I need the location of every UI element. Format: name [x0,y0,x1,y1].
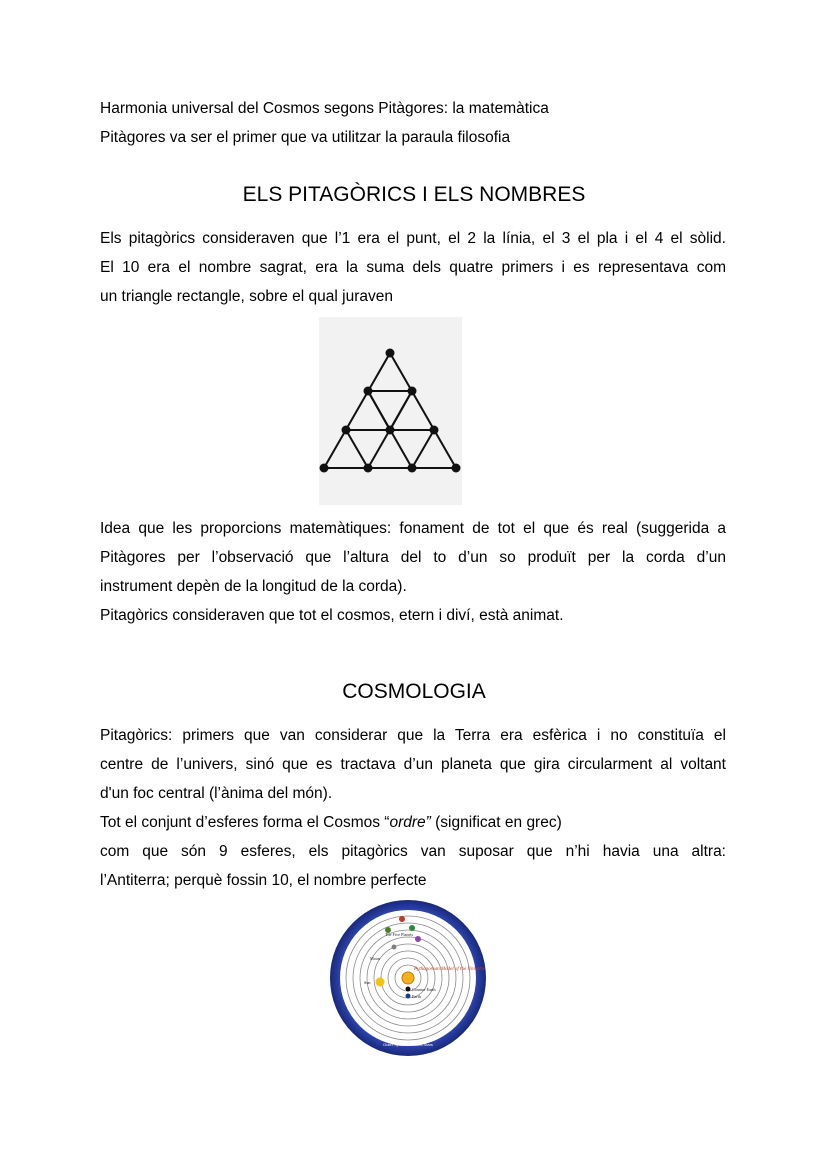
label-model-title: Pythagorean Model of the Universe [414,967,486,972]
s1-p2-line-3: instrument depèn de la longitud de la corda). [100,578,407,595]
label-earth: Earth [412,994,422,999]
s2-p2-line [100,814,726,832]
heading-pitagorics: ELS PITAGÒRICS I ELS NOMBRES [242,183,586,206]
cosmos-diagram [328,900,488,1060]
label-five-planets: The Five Planets [385,932,414,937]
s2-p2-text-after: (significat en grec) [430,814,562,831]
tetractys-figure [319,317,462,505]
s2-p3-line-2: l’Antiterra; perquè fossin 10, el nombre perfecte [100,872,427,889]
s2-p3-line-1: com que són 9 esferes, els pitagòrics van suposar que n’hi havia una altra: [100,843,726,860]
s2-p1-line-1: Pitagòrics: primers que van considerar que la Terra era esfèrica i no constituïa el [100,727,726,744]
s2-p2-italic: ordre” [389,814,431,831]
s2-p1-line-3: d'un foc central (l’ànima del món). [100,785,333,802]
s1-p1-line-3: un triangle rectangle, sobre el qual juraven [100,288,393,305]
heading-cosmologia: COSMOLOGIA [342,680,486,703]
label-sun: Sun [364,980,371,985]
label-outer-sphere: Outer Sphere of Fixed Stars [383,1042,433,1047]
s1-p3-line-1: Pitagòrics consideraven que tot el cosmos, etern i diví, està animat. [100,607,564,624]
tetractys-diagram [319,317,462,505]
label-moon: Moon [370,956,381,961]
s2-p1-line-2: centre de l’univers, sinó que es tractava d’un planeta que gira circularment al voltant [100,756,726,773]
cosmos-figure [328,900,488,1060]
s1-p2-line-2: Pitàgores per l’observació que l’altura del to d’un so produït per la corda d’un [100,549,726,566]
s1-p2-line-1: Idea que les proporcions matemàtiques: fonament de tot el que és real (suggerida a [100,520,726,537]
intro-line-1: Harmonia universal del Cosmos segons Pitàgores: la matemàtica [100,100,549,117]
s1-p1-line-2: El 10 era el nombre sagrat, era la suma dels quatre primers i es representava com [100,259,726,276]
label-counter-earth: Counter Earth [412,987,436,992]
s2-p2-text-before: Tot el conjunt d’esferes forma el Cosmos “ [100,814,390,831]
s1-p1-line-1: Els pitagòrics consideraven que l’1 era el punt, el 2 la línia, el 3 el pla i el 4 el sòlid. [100,230,726,247]
intro-line-2: Pitàgores va ser el primer que va utilitzar la paraula filosofia [100,129,511,146]
